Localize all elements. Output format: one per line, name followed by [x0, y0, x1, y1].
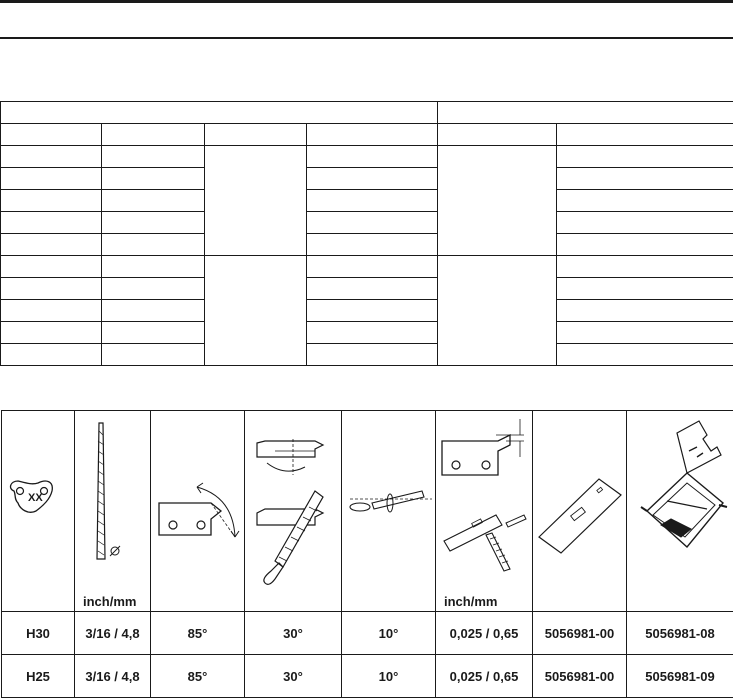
grid-cell: [102, 190, 205, 212]
depth-gauge-icon: [436, 411, 533, 611]
grid-merged-cell: [438, 146, 557, 256]
grid-cell: [557, 190, 733, 212]
round-file-icon: [75, 411, 151, 611]
grid-header-right: [438, 102, 733, 124]
grid-cell: [557, 212, 733, 234]
grid-cell: [102, 278, 205, 300]
grid-cell: [557, 344, 733, 366]
row-depth-gauge-setting: 0,025 / 0,65: [436, 612, 533, 655]
top-plate-angle-cell: [151, 411, 245, 612]
filing-gauge-cell: [533, 411, 627, 612]
grid-cell: [307, 344, 438, 366]
grid-cell: [557, 300, 733, 322]
grid-subheader-cell: [102, 124, 205, 146]
filing-angle-icon: [245, 411, 342, 611]
file-guide-icon: [627, 411, 733, 611]
grid-subheader-cell: [557, 124, 733, 146]
depth-gauge-cell: [436, 411, 533, 612]
grid-subheader-cell: [205, 124, 307, 146]
chain-link-icon: [2, 411, 75, 611]
file-tilt-icon: [342, 411, 436, 611]
grid-cell: [1, 278, 102, 300]
row-file-tilt: 10°: [342, 655, 436, 698]
grid-cell: [557, 146, 733, 168]
top-rule: [0, 0, 733, 3]
row-file-guide: 5056981-09: [627, 655, 733, 698]
grid-cell: [1, 190, 102, 212]
grid-cell: [307, 190, 438, 212]
filing-angle-cell: [245, 411, 342, 612]
grid-subheader-cell: [1, 124, 102, 146]
top-plate-angle-icon: [151, 411, 245, 611]
grid-cell: [102, 146, 205, 168]
grid-cell: [1, 168, 102, 190]
file-diameter-unit: inch/mm: [83, 594, 137, 609]
row-file-guide: 5056981-08: [627, 612, 733, 655]
grid-cell: [1, 234, 102, 256]
depth-gauge-unit: inch/mm: [444, 594, 498, 609]
grid-cell: [102, 344, 205, 366]
row-file-tilt: 10°: [342, 612, 436, 655]
specification-grid: [0, 101, 733, 366]
grid-cell: [557, 168, 733, 190]
grid-cell: [557, 322, 733, 344]
row-filing-angle: 30°: [245, 655, 342, 698]
file-tilt-cell: [342, 411, 436, 612]
row-file-size: 3/16 / 4,8: [75, 612, 151, 655]
grid-cell: [102, 168, 205, 190]
grid-cell: [307, 212, 438, 234]
row-filing-gauge: 5056981-00: [533, 655, 627, 698]
filing-gauge-icon: [533, 411, 627, 611]
file-diameter-cell: [75, 411, 151, 612]
row-filing-angle: 30°: [245, 612, 342, 655]
grid-cell: [1, 300, 102, 322]
grid-cell: [102, 322, 205, 344]
row-code: H25: [2, 655, 75, 698]
grid-cell: [307, 256, 438, 278]
grid-merged-cell: [205, 256, 307, 366]
grid-cell: [1, 256, 102, 278]
grid-merged-cell: [205, 146, 307, 256]
grid-cell: [1, 212, 102, 234]
grid-header-left: [1, 102, 438, 124]
row-filing-gauge: 5056981-00: [533, 612, 627, 655]
grid-cell: [307, 234, 438, 256]
grid-cell: [557, 256, 733, 278]
chain-marking-cell: [2, 411, 75, 612]
grid-cell: [1, 322, 102, 344]
chain-marking-label: XX: [28, 492, 43, 504]
grid-cell: [307, 146, 438, 168]
header-rule: [0, 37, 733, 39]
grid-cell: [1, 146, 102, 168]
sharpening-tool-table: [1, 410, 733, 698]
grid-cell: [307, 278, 438, 300]
grid-merged-cell: [438, 256, 557, 366]
grid-cell: [102, 234, 205, 256]
grid-cell: [557, 278, 733, 300]
grid-cell: [102, 300, 205, 322]
grid-cell: [307, 168, 438, 190]
row-depth-gauge-setting: 0,025 / 0,65: [436, 655, 533, 698]
grid-cell: [1, 344, 102, 366]
grid-subheader-cell: [307, 124, 438, 146]
row-code: H30: [2, 612, 75, 655]
grid-cell: [307, 322, 438, 344]
row-file-size: 3/16 / 4,8: [75, 655, 151, 698]
grid-cell: [557, 234, 733, 256]
grid-cell: [307, 300, 438, 322]
grid-cell: [102, 256, 205, 278]
file-guide-cell: [627, 411, 733, 612]
row-top-plate-angle: 85°: [151, 655, 245, 698]
row-top-plate-angle: 85°: [151, 612, 245, 655]
grid-subheader-cell: [438, 124, 557, 146]
grid-cell: [102, 212, 205, 234]
